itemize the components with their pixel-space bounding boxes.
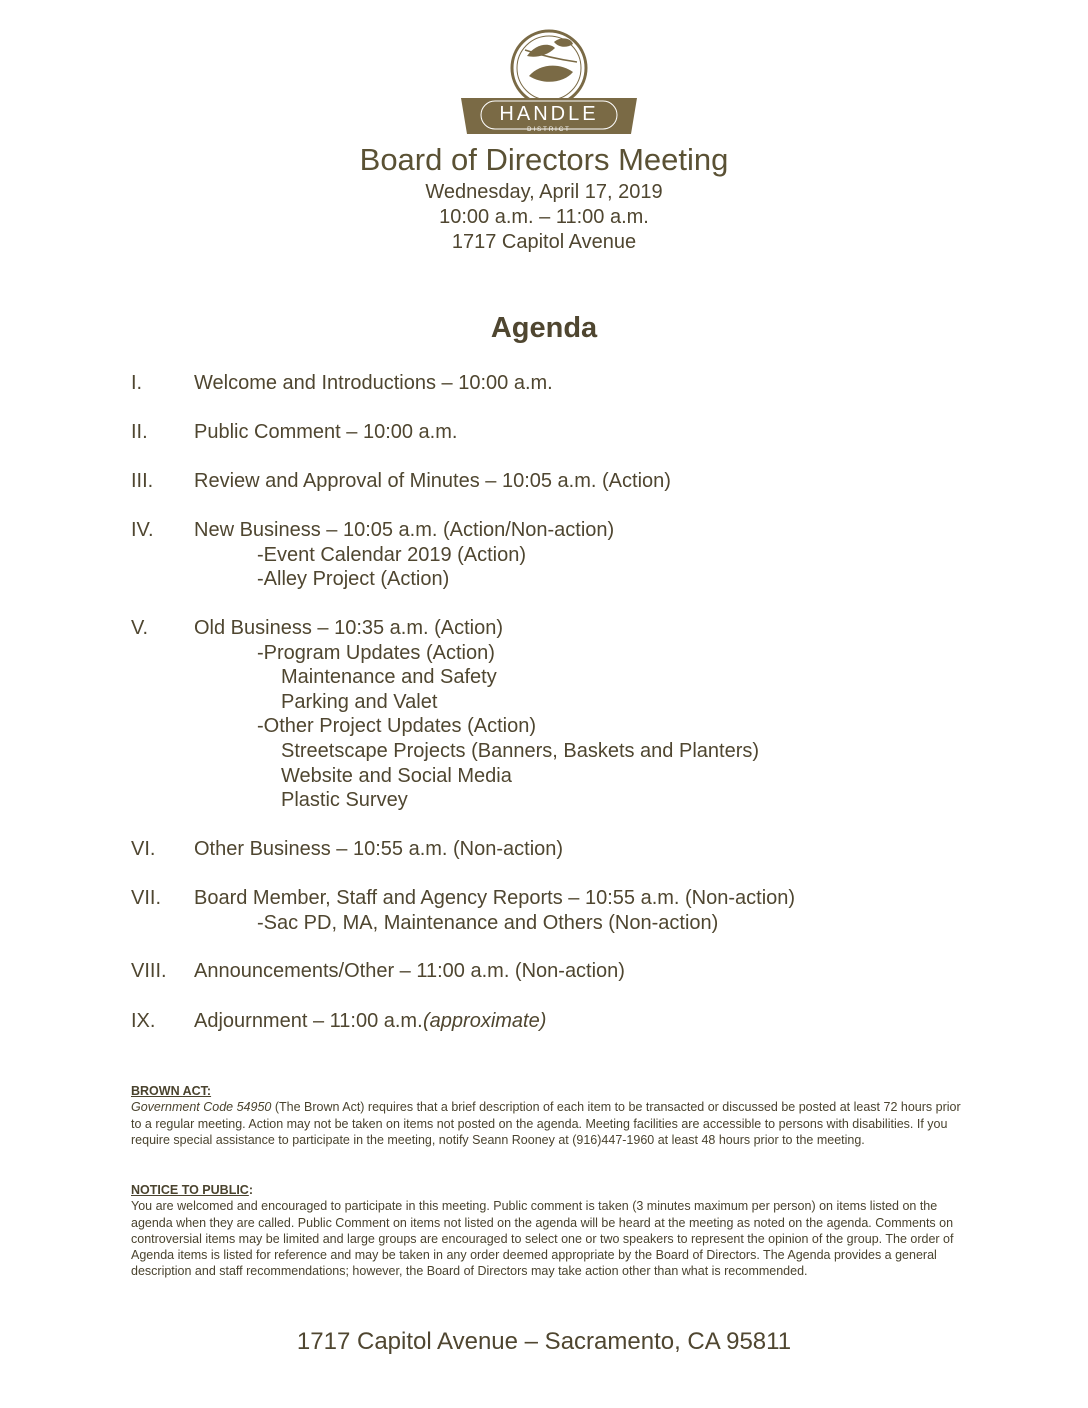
notice-heading: NOTICE TO PUBLIC (131, 1183, 249, 1197)
brown-act-heading: BROWN ACT: (131, 1084, 212, 1098)
agenda-item-text: Announcements/Other – 11:00 a.m. (Non-action) (194, 960, 625, 982)
agenda-item-number: VII. (131, 887, 162, 909)
agenda-item-text: Public Comment – 10:00 a.m. (194, 421, 458, 443)
notice-body: You are welcomed and encouraged to participate in this meeting. Public comment is taken (3 minutes maximum per person) on items listed on the agenda when they are called. Public Comment on items not listed on the agenda will be heard at the meeting as noted on the agenda. Comments on controversial items may be limited and large groups are encouraged to select one or two speakers to represent the opinion of the group. The order of Agenda items is listed for reference and may be taken in any order deemed appropriate by the Board of Directors. The Agenda provides a general description and staff recommendations; however, the Board of Directors may take action other than what is recommended. (131, 1199, 954, 1279)
agenda-item-text: Adjournment – 11:00 a.m. (194, 1010, 423, 1032)
agenda-item-text: Review and Approval of Minutes – 10:05 a.m. (Action) (194, 470, 671, 492)
agenda-item-number: I. (131, 372, 143, 394)
agenda-subitem-text: -Sac PD, MA, Maintenance and Others (Non-action) (257, 911, 719, 934)
agenda-subitem-text: -Program Updates (Action) (257, 641, 495, 664)
agenda-item-number: V. (131, 617, 149, 639)
agenda-subitem-text: -Event Calendar 2019 (Action) (257, 543, 527, 566)
agenda-subitem-text: Streetscape Projects (Banners, Baskets and Planters) (281, 740, 760, 762)
svg-text:DISTRICT: DISTRICT (527, 127, 571, 133)
meeting-time: 10:00 a.m. – 11:00 a.m. (439, 206, 649, 228)
agenda-subitem-text: -Other Project Updates (Action) (257, 715, 536, 738)
handle-district-logo (459, 28, 639, 140)
meeting-date: Wednesday, April 17, 2019 (425, 181, 663, 203)
agenda-item-text: Other Business – 10:55 a.m. (Non-action) (194, 838, 564, 860)
brown-act-body: Government Code 54950 (The Brown Act) requires that a brief description of each item to be transacted or discussed be posted at least 72 hours prior to a regular meeting. Action may not be taken on items not posted on the agenda. Meeting facilities are accessible to persons with disabilities. If you require special assistance to participate in the meeting, notify Seann Rooney at (916)447-1960 at least 48 hours prior to the meeting. (131, 1100, 961, 1147)
agenda-item-number: VI. (131, 838, 156, 860)
agenda-heading: Agenda (490, 312, 598, 344)
meeting-location: 1717 Capitol Avenue (451, 231, 637, 253)
agenda-subitem-text: Parking and Valet (281, 690, 438, 713)
agenda-subitem-text: Maintenance and Safety (281, 666, 497, 689)
agenda-subitem-text: Website and Social Media (281, 764, 512, 787)
agenda-item-note: (approximate) (423, 1010, 547, 1032)
brown-act-section (131, 1083, 961, 1148)
agenda-subitem-text: -Alley Project (Action) (257, 568, 450, 591)
agenda-item-number: II. (131, 421, 148, 443)
agenda-item-text: Old Business – 10:35 a.m. (Action) (194, 617, 504, 639)
footer-address: 1717 Capitol Avenue – Sacramento, CA 95811 (296, 1328, 792, 1355)
agenda-subitem-text: Plastic Survey (281, 789, 408, 812)
agenda-item-number: VIII. (131, 960, 167, 982)
agenda-item-number: IV. (131, 519, 154, 541)
agenda-item-text: Welcome and Introductions – 10:00 a.m. (194, 372, 553, 394)
agenda-item-text: New Business – 10:05 a.m. (Action/Non-action) (194, 519, 615, 541)
agenda-item-number: III. (131, 470, 154, 492)
bird-on-branch-icon (459, 28, 639, 140)
agenda-item-text: Board Member, Staff and Agency Reports – 10:55 a.m. (Non-action) (194, 887, 796, 909)
notice-section: NOTICE TO PUBLIC: You are welcomed and encouraged to participate in this meeting. Public comment is taken (3 minutes maximum per person) on items listed on the agenda when they are called. Public Comment on items not listed on the agenda will be heard at the meeting as noted on the agenda. Comments on controversial items may be limited and large groups are encouraged to select one or two speakers to represent the opinion of the group. The order of Agenda items is listed for reference and may be taken in any order deemed appropriate by the Board of Directors. The Agenda provides a general description and staff recommendations; however, the Board of Directors may take action other than what is recommended. (131, 1182, 961, 1280)
agenda-item-number: IX. (131, 1010, 156, 1032)
svg-text:HANDLE: HANDLE (499, 103, 599, 125)
page-title: Board of Directors Meeting (359, 142, 729, 177)
